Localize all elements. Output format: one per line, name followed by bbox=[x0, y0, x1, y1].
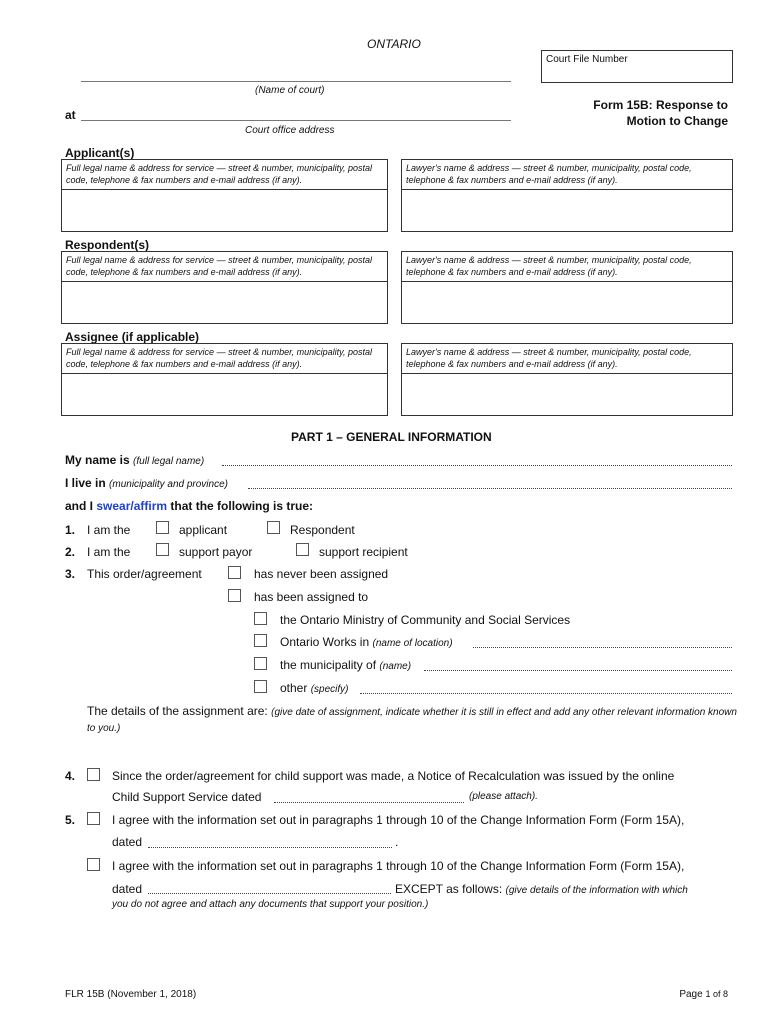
p5b-except-row bbox=[395, 882, 688, 896]
applicant-lawyer-hint: Lawyer's name & address — street & number, municipality, postal code, telephone & fax numbers and e-mail address (if any). bbox=[402, 160, 732, 190]
p5b-checkbox[interactable] bbox=[87, 858, 100, 871]
respondent-heading: Respondent(s) bbox=[65, 238, 149, 252]
p5b-hint-line1: (give details of the information with which bbox=[505, 885, 688, 896]
p5a-checkbox[interactable] bbox=[87, 812, 100, 825]
assignee-lawyer-box[interactable] bbox=[401, 343, 733, 416]
form-code: FLR 15B (November 1, 2018) bbox=[65, 989, 197, 1000]
p1-number: 1. bbox=[65, 523, 76, 537]
p5a-text: I agree with the information set out in paragraphs 1 through 10 of the Change Information Form (Form 15A), bbox=[112, 813, 685, 827]
p2-label: I am the bbox=[87, 545, 131, 559]
other-field[interactable] bbox=[360, 693, 732, 694]
ontario-works-checkbox[interactable] bbox=[254, 634, 267, 647]
p2-number: 2. bbox=[65, 545, 76, 559]
applicant-party-box[interactable] bbox=[61, 159, 388, 232]
assignee-lawyer-hint: Lawyer's name & address — street & number, municipality, postal code, telephone & fax numbers and e-mail address (if any). bbox=[402, 344, 732, 374]
ontario-works-row bbox=[280, 635, 453, 649]
respondent-lawyer-box[interactable] bbox=[401, 251, 733, 324]
been-assigned-checkbox[interactable] bbox=[228, 589, 241, 602]
court-file-number-label: Court File Number bbox=[546, 54, 628, 65]
municipality-row bbox=[280, 658, 411, 672]
never-assigned-label: has never been assigned bbox=[254, 567, 389, 581]
p5b-hint-line2: you do not agree and attach any documents that support your position.) bbox=[112, 899, 429, 910]
p4-hint: (please attach). bbox=[469, 791, 538, 802]
municipality-label: the municipality of bbox=[280, 658, 377, 672]
respondent-lawyer-hint: Lawyer's name & address — street & number, municipality, postal code, telephone & fax numbers and e-mail address (if any). bbox=[402, 252, 732, 282]
page-label: Page bbox=[679, 989, 703, 1000]
assignment-details bbox=[87, 704, 737, 736]
p5a-dated-label: dated bbox=[112, 835, 143, 849]
p4-date-field[interactable] bbox=[274, 802, 464, 803]
assignee-heading: Assignee (if applicable) bbox=[65, 330, 200, 344]
ontario-works-field[interactable] bbox=[473, 647, 732, 648]
assignee-party-hint: Full legal name & address for service — street & number, municipality, postal code, telephone & fax numbers and e-mail address (if any). bbox=[62, 344, 387, 374]
ontario-works-hint: (name of location) bbox=[372, 638, 453, 649]
other-label: other bbox=[280, 681, 308, 695]
swear-suffix: that the following is true: bbox=[167, 499, 314, 513]
province-title: ONTARIO bbox=[367, 37, 421, 51]
applicant-option-label: applicant bbox=[179, 523, 228, 537]
p5b-dated-label: dated bbox=[112, 882, 143, 896]
name-hint: (full legal name) bbox=[133, 456, 205, 467]
municipality-hint: (name) bbox=[379, 661, 412, 672]
p1-label: I am the bbox=[87, 523, 131, 537]
court-office-caption: Court office address bbox=[245, 125, 335, 136]
swear-line bbox=[65, 499, 313, 513]
municipality-checkbox[interactable] bbox=[254, 657, 267, 670]
page-number: 1 of 8 bbox=[705, 989, 728, 999]
p5a-period: . bbox=[395, 835, 399, 849]
court-address-line[interactable] bbox=[81, 120, 511, 121]
at-label: at bbox=[65, 108, 76, 122]
page-indicator bbox=[679, 989, 728, 1000]
form-title-line1: Form 15B: Response to bbox=[593, 98, 728, 112]
respondent-party-box[interactable] bbox=[61, 251, 388, 324]
p4-checkbox[interactable] bbox=[87, 768, 100, 781]
swear-affirm-link[interactable]: swear/affirm bbox=[96, 499, 168, 513]
p4-text-line1: Since the order/agreement for child support was made, a Notice of Recalculation was issued by the online bbox=[112, 769, 675, 783]
assignment-details-hint: (give date of assignment, indicate whether it is still in effect and add any other relevant information known to you.) bbox=[87, 707, 737, 734]
name-row bbox=[65, 453, 204, 467]
respondent-party-hint: Full legal name & address for service — street & number, municipality, postal code, telephone & fax numbers and e-mail address (if any). bbox=[62, 252, 387, 282]
other-hint: (specify) bbox=[310, 684, 349, 695]
applicant-party-hint: Full legal name & address for service — street & number, municipality, postal code, telephone & fax numbers and e-mail address (if any). bbox=[62, 160, 387, 190]
municipality-field[interactable] bbox=[424, 670, 732, 671]
applicant-checkbox[interactable] bbox=[156, 521, 169, 534]
p5-number: 5. bbox=[65, 813, 76, 827]
live-row bbox=[65, 476, 228, 490]
support-payor-checkbox[interactable] bbox=[156, 543, 169, 556]
court-name-caption: (Name of court) bbox=[255, 85, 325, 96]
applicant-lawyer-box[interactable] bbox=[401, 159, 733, 232]
assignee-party-box[interactable] bbox=[61, 343, 388, 416]
never-assigned-checkbox[interactable] bbox=[228, 566, 241, 579]
support-recipient-label: support recipient bbox=[319, 545, 408, 559]
name-field[interactable] bbox=[222, 465, 732, 466]
p3-number: 3. bbox=[65, 567, 76, 581]
p3-label: This order/agreement bbox=[87, 567, 202, 581]
p4-text-line2: Child Support Service dated bbox=[112, 790, 262, 804]
assignment-details-label: The details of the assignment are: bbox=[87, 704, 268, 718]
p5a-date-field[interactable] bbox=[148, 847, 392, 848]
p5b-text: I agree with the information set out in paragraphs 1 through 10 of the Change Information Form (Form 15A), bbox=[112, 859, 685, 873]
ontario-works-label: Ontario Works in bbox=[280, 635, 370, 649]
form-title bbox=[593, 98, 728, 128]
swear-prefix: and I bbox=[65, 499, 97, 513]
support-payor-label: support payor bbox=[179, 545, 253, 559]
form-title-line2: Motion to Change bbox=[626, 114, 728, 128]
court-name-line[interactable] bbox=[81, 81, 511, 82]
live-label: I live in bbox=[65, 476, 106, 490]
p4-number: 4. bbox=[65, 769, 76, 783]
part1-heading: PART 1 – GENERAL INFORMATION bbox=[291, 430, 492, 444]
name-label: My name is bbox=[65, 453, 130, 467]
p5b-date-field[interactable] bbox=[148, 893, 391, 894]
live-hint: (municipality and province) bbox=[109, 479, 228, 490]
ministry-checkbox[interactable] bbox=[254, 612, 267, 625]
respondent-checkbox[interactable] bbox=[267, 521, 280, 534]
live-field[interactable] bbox=[248, 488, 732, 489]
other-checkbox[interactable] bbox=[254, 680, 267, 693]
been-assigned-label: has been assigned to bbox=[254, 590, 369, 604]
p5b-except-label: EXCEPT as follows: bbox=[395, 882, 503, 896]
other-row bbox=[280, 681, 349, 695]
respondent-option-label: Respondent bbox=[290, 523, 355, 537]
support-recipient-checkbox[interactable] bbox=[296, 543, 309, 556]
ministry-label: the Ontario Ministry of Community and Social Services bbox=[280, 613, 571, 627]
applicant-heading: Applicant(s) bbox=[65, 146, 135, 160]
court-file-number-box[interactable] bbox=[541, 50, 733, 83]
